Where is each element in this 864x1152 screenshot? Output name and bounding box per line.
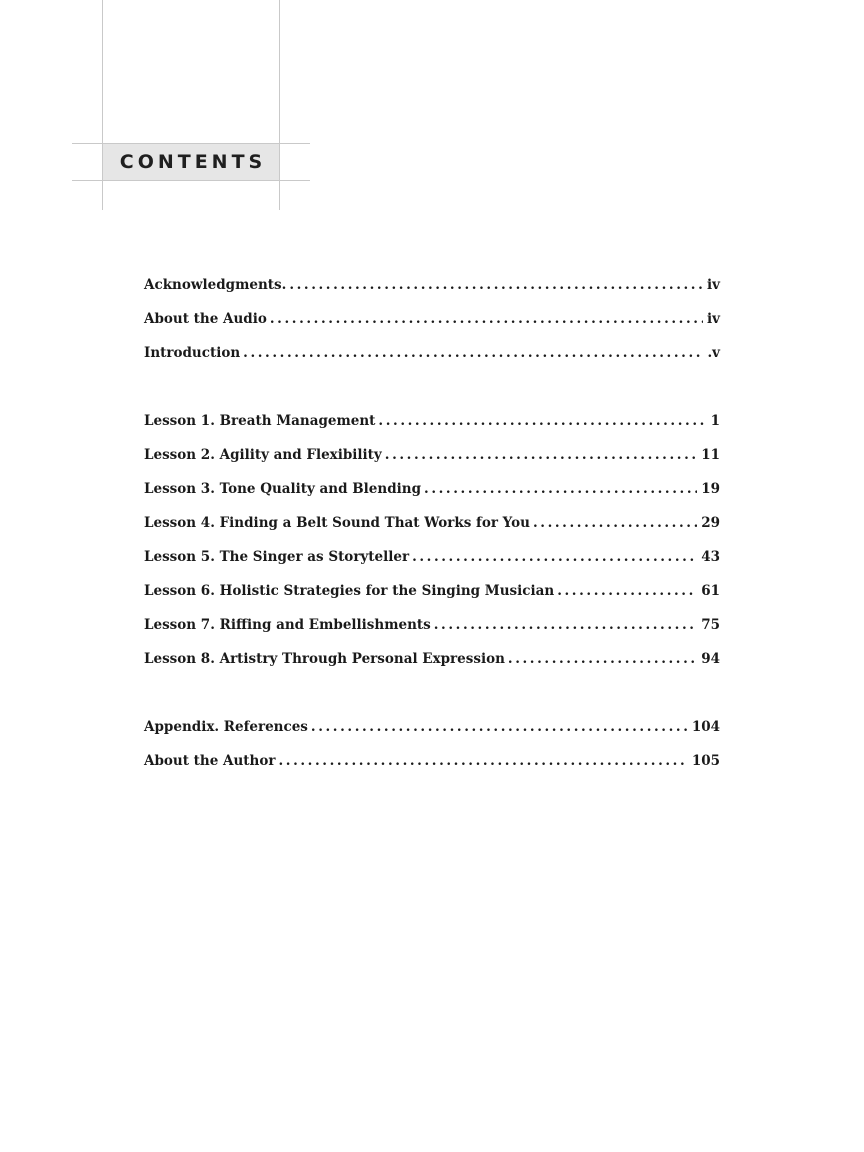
toc-entry-title: About the Author bbox=[144, 753, 276, 769]
toc-entry-title: Acknowledgments. bbox=[144, 277, 287, 293]
dot-leader bbox=[270, 308, 703, 330]
toc-entry-title: Lesson 4. Finding a Belt Sound That Works for You bbox=[144, 515, 530, 531]
toc-entry-page: 11 bbox=[701, 447, 720, 463]
dot-leader bbox=[557, 580, 697, 602]
toc-entry-title: Lesson 1. Breath Management bbox=[144, 413, 376, 429]
dot-leader bbox=[278, 750, 687, 772]
toc-entry-page: 29 bbox=[701, 515, 720, 531]
header-grid-line-right bbox=[279, 0, 280, 210]
toc-entry-appendix[interactable] bbox=[144, 716, 720, 738]
toc-entry-page: 105 bbox=[691, 753, 720, 769]
toc-entry-lesson-1[interactable] bbox=[144, 410, 720, 432]
dot-leader bbox=[243, 342, 703, 364]
toc-entry-page: .v bbox=[707, 345, 720, 361]
toc-entry-lesson-2[interactable] bbox=[144, 444, 720, 466]
dot-leader bbox=[533, 512, 697, 534]
toc-entry-lesson-5[interactable] bbox=[144, 546, 720, 568]
dot-leader bbox=[412, 546, 697, 568]
dot-leader bbox=[311, 716, 688, 738]
toc-entry-title: Lesson 8. Artistry Through Personal Expression bbox=[144, 651, 505, 667]
toc-entry-title: Lesson 3. Tone Quality and Blending bbox=[144, 481, 422, 497]
toc-entry-page: 75 bbox=[701, 617, 720, 633]
toc-entry-title: Introduction bbox=[144, 345, 241, 361]
dot-leader bbox=[434, 614, 697, 636]
dot-leader bbox=[289, 274, 703, 296]
toc-entry-page: 43 bbox=[701, 549, 720, 565]
toc-entry-title: About the Audio bbox=[144, 311, 267, 327]
dot-leader bbox=[424, 478, 697, 500]
toc-entry-page: 61 bbox=[701, 583, 720, 599]
toc-entry-title: Lesson 6. Holistic Strategies for the Singing Musician bbox=[144, 583, 555, 599]
page-title: CONTENTS bbox=[119, 151, 267, 173]
toc-entry-title: Lesson 7. Riffing and Embellishments bbox=[144, 617, 431, 633]
toc-entry-page: 104 bbox=[691, 719, 720, 735]
toc-entry-acknowledgments[interactable] bbox=[144, 274, 720, 296]
toc-entry-page: iv bbox=[707, 311, 720, 327]
header-grid-line-bottom bbox=[72, 180, 310, 181]
toc-entry-page: 94 bbox=[701, 651, 720, 667]
dot-leader bbox=[378, 410, 706, 432]
dot-leader bbox=[385, 444, 697, 466]
toc-entry-page: 19 bbox=[701, 481, 720, 497]
toc-entry-introduction[interactable] bbox=[144, 342, 720, 364]
toc-entry-lesson-4[interactable] bbox=[144, 512, 720, 534]
toc-entry-lesson-3[interactable] bbox=[144, 478, 720, 500]
toc-entry-page: iv bbox=[707, 277, 720, 293]
toc-entry-lesson-8[interactable] bbox=[144, 648, 720, 670]
toc-entry-about-the-author[interactable] bbox=[144, 750, 720, 772]
toc-entry-title: Lesson 5. The Singer as Storyteller bbox=[144, 549, 410, 565]
dot-leader bbox=[508, 648, 697, 670]
toc-entry-page: 1 bbox=[710, 413, 720, 429]
toc-entry-about-the-audio[interactable] bbox=[144, 308, 720, 330]
contents-heading-box bbox=[103, 144, 279, 180]
toc-entry-title: Appendix. References bbox=[144, 719, 308, 735]
toc-entry-title: Lesson 2. Agility and Flexibility bbox=[144, 447, 382, 463]
toc-entry-lesson-6[interactable] bbox=[144, 580, 720, 602]
toc-entry-lesson-7[interactable] bbox=[144, 614, 720, 636]
